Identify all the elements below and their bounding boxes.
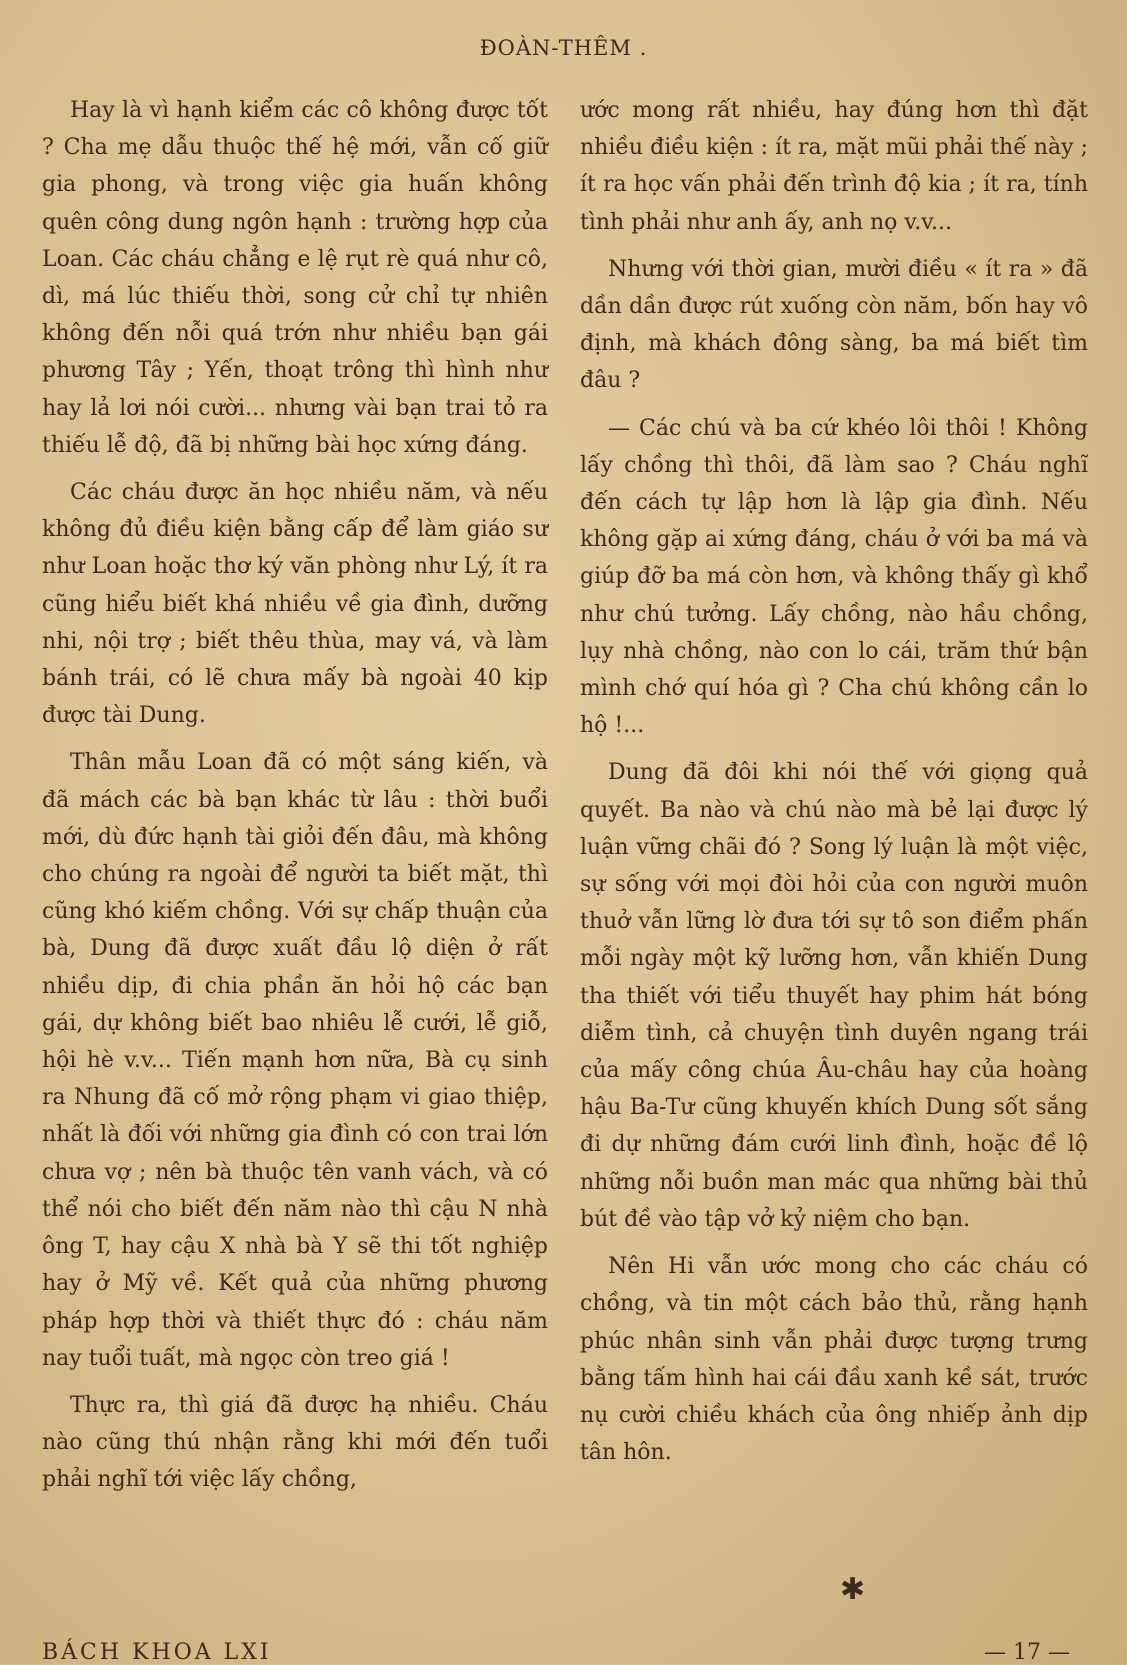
paragraph: Các cháu được ăn học nhiều năm, và nếu không đủ điều kiện bằng cấp để làm giáo sư như Loan hoặc thơ ký văn phòng như Lý, ít ra cũng hiểu biết khá nhiều về gia đình, dưỡng nhi, nội trợ ; biết thêu thùa, may vá, và làm bánh trái, có lẽ chưa mấy bà ngoài 40 kịp được tài Dung. [42,480,548,729]
paragraph: Nhưng với thời gian, mười điều « ít ra » đã dần dần được rút xuống còn năm, bốn hay vô định, mà khách đông sàng, ba má biết tìm đâu ? [580,256,1088,394]
page-number: — 17 — [984,1640,1070,1665]
paragraph-continued: ước mong rất nhiều, hay đúng hơn thì đặt nhiều điều kiện : ít ra, mặt mũi phải thế này ; ít ra học vấn phải đến trình độ kia ; ít ra, tính tình phải như anh ấy, anh nọ v.v... [580,98,1088,235]
paragraph: Hay là vì hạnh kiểm các cô không được tốt ? Cha mẹ dẫu thuộc thế hệ mới, vẫn cố giữ gia phong, và trong việc gia huấn không quên công dung ngôn hạnh : trường hợp của Loan. Các cháu chẳng e lệ rụt rè quá như cô, dì, má lúc thiếu thời, song cử chỉ tự nhiên không đến nỗi quá trớn như nhiều bạn gái phương Tây ; Yến, thoạt trông thì hình như hay lả lơi nói cười... nhưng vài bạn trai tỏ ra thiếu lễ độ, đã bị những bài học xứng đáng. [42,98,548,458]
magazine-footer: BÁCH KHOA LXI [42,1640,272,1665]
running-header: ĐOÀN-THÊM . [479,36,648,60]
paragraph: — Các chú và ba cứ khéo lôi thôi ! Không lấy chồng thì thôi, đã làm sao ? Cháu nghĩ đến cách tự lập hơn là lập gia đình. Nếu không gặp ai xứng đáng, cháu ở với ba má và giúp đỡ ba má còn hơn, và không thấy gì khổ như chú tưởng. Lấy chồng, nào hầu chồng, lụy nhà chồng, nào con lo cái, trăm thứ bận mình chớ quí hóa gì ? Cha chú không cần lo hộ !... [580,415,1088,739]
paragraph: Dung đã đôi khi nói thế với giọng quả quyết. Ba nào và chú nào mà bẻ lại được lý luận vững chãi đó ? Song lý luận là một việc, sự sống với mọi đòi hỏi của con người muôn thuở vẫn lững lờ đưa tới sự tô son điểm phấn mỗi ngày một kỹ lưỡng hơn, vẫn khiến Dung tha thiết với tiểu thuyết hay phim hát bóng diễm tình, cả chuyện tình duyên ngang trái của mấy công chúa Âu-châu hay của hoàng hậu Ba-Tư cũng khuyến khích Dung sốt sắng đi dự những đám cưới linh đình, hoặc đề lộ những nỗi buồn man mác qua những bài thủ bút đề vào tập vở kỷ niệm cho bạn. [580,760,1088,1232]
paragraph: Nên Hi vẫn ước mong cho các cháu có chồng, và tin một cách bảo thủ, rằng hạnh phúc nhân sinh vẫn phải được tượng trưng bằng tấm hình hai cái đầu xanh kề sát, trước nụ cười chiều khách của ông nhiếp ảnh dịp tân hôn. [580,1254,1088,1466]
right-column [580,92,1088,1481]
left-column [42,92,548,1509]
paragraph: Thân mẫu Loan đã có một sáng kiến, và đã mách các bà bạn khác từ lâu : thời buổi mới, dù đức hạnh tài giỏi đến đâu, mà không cho chúng ra ngoài để người ta biết mặt, thì cũng khó kiếm chồng. Với sự chấp thuận của bà, Dung đã được xuất đầu lộ diện ở rất nhiều dịp, đi chia phần ăn hỏi hộ các bạn gái, dự không biết bao nhiêu lễ cưới, lễ giỗ, hội hè v.v... Tiến mạnh hơn nữa, Bà cụ sinh ra Nhung đã cố mở rộng phạm vi giao thiệp, nhất là đối với những gia đình có con trai lớn chưa vợ ; nên bà thuộc tên vanh vách, và có thể nói cho biết đến năm nào thì cậu N nhà ông T, hay cậu X nhà bà Y sẽ thi tốt nghiệp hay ở Mỹ về. Kết quả của những phương pháp hợp thời và thiết thực đó : cháu năm nay tuổi tuất, mà ngọc còn treo giá ! [42,750,548,1371]
section-end-ornament: ✱ [840,1572,866,1607]
paragraph: Thực ra, thì giá đã được hạ nhiều. Cháu nào cũng thú nhận rằng khi mới đến tuổi phải nghĩ tới việc lấy chồng, [42,1392,548,1493]
